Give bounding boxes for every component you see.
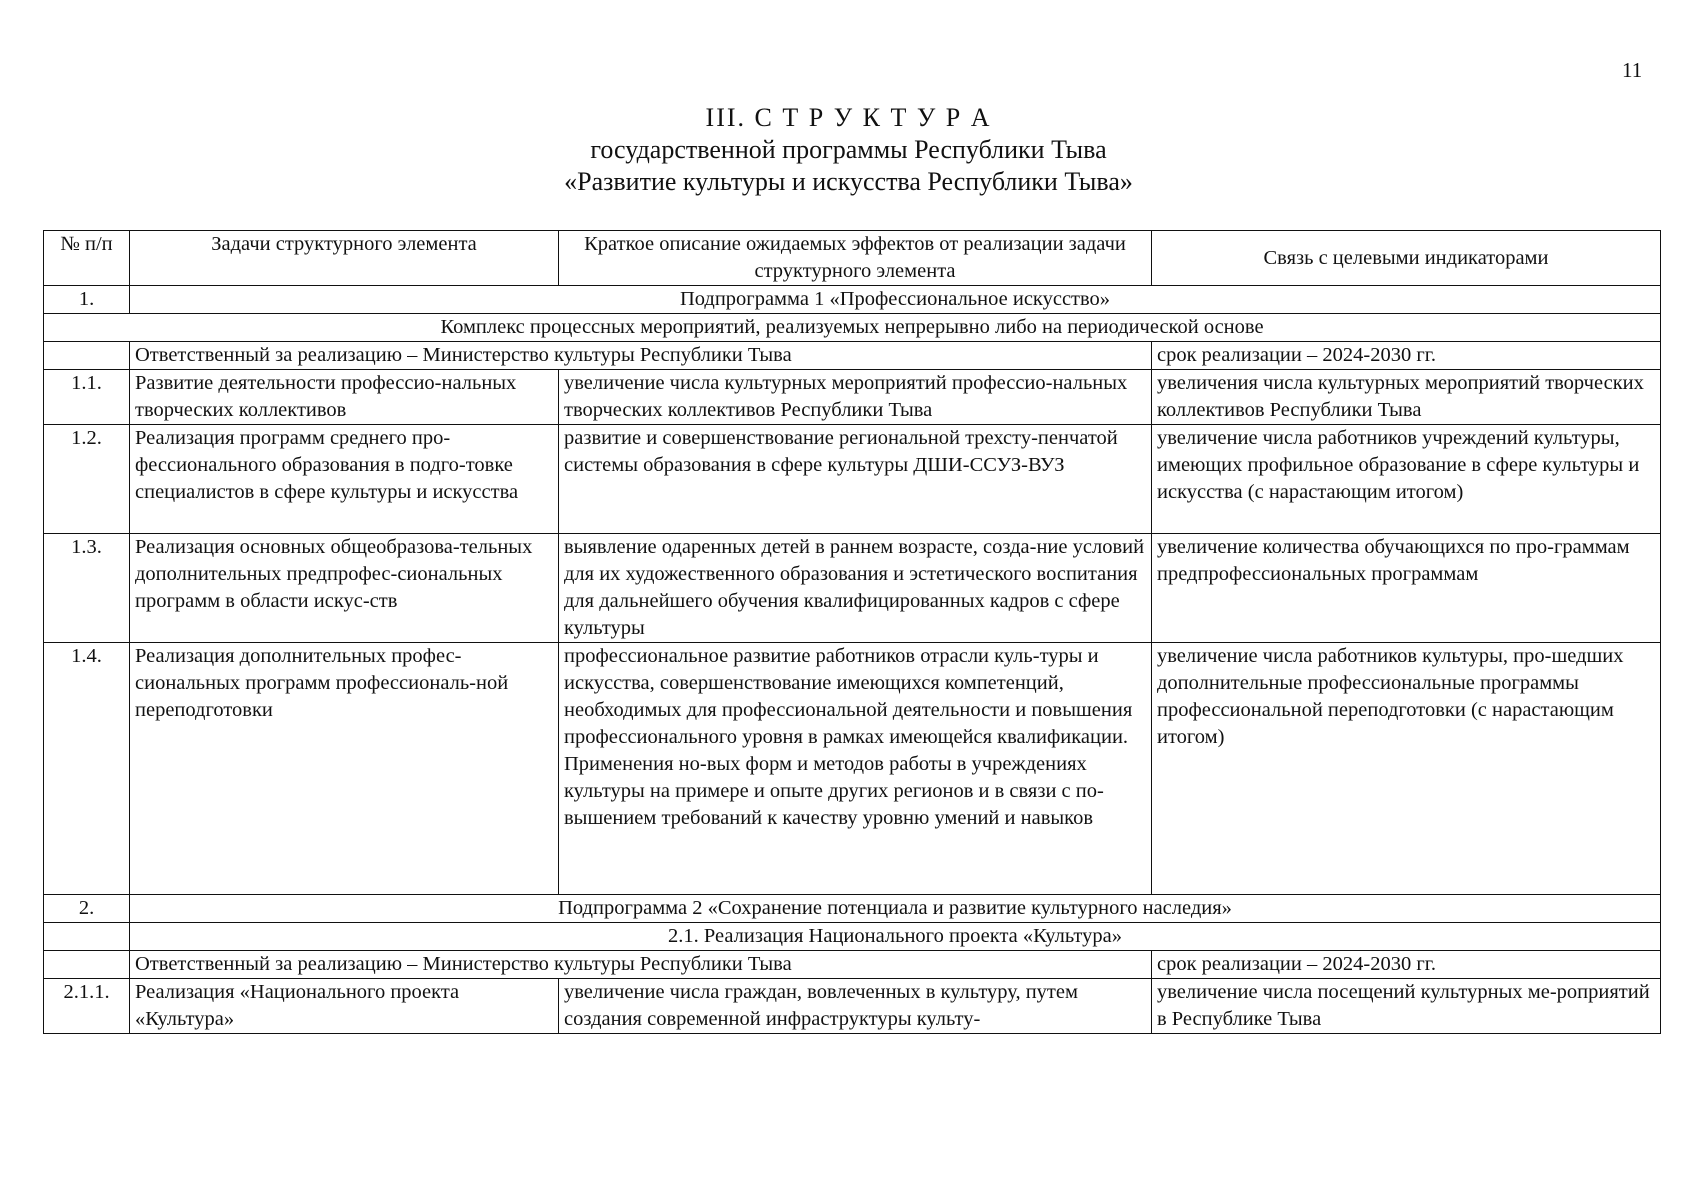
row-number: 2.1.1.	[44, 979, 130, 1034]
subsection-empty	[44, 923, 130, 951]
subprogram-2-number: 2.	[44, 895, 130, 923]
responsible-row-1	[44, 342, 1661, 370]
responsible-row-2	[44, 951, 1661, 979]
row-effect: увеличение числа культурных мероприятий профессио-нальных творческих коллективов Республики Тыва	[559, 370, 1152, 425]
responsible-1-period: срок реализации – 2024-2030 гг.	[1152, 342, 1661, 370]
row-number: 1.2.	[44, 425, 130, 534]
subprogram-1-title: Подпрограмма 1 «Профессиональное искусство»	[130, 286, 1661, 314]
row-task: Развитие деятельности профессио-нальных творческих коллективов	[130, 370, 559, 425]
title-line-1: III. С Т Р У К Т У Р А	[705, 103, 992, 132]
complex-row	[44, 314, 1661, 342]
title-line-3: «Развитие культуры и искусства Республики Тыва»	[564, 167, 1133, 196]
subsection-title: 2.1. Реализация Национального проекта «Культура»	[130, 923, 1661, 951]
document-title	[0, 102, 1697, 198]
subprogram-1-number: 1.	[44, 286, 130, 314]
row-effect: профессиональное развитие работников отрасли куль-туры и искусства, совершенствование имеющихся компетенций, необходимых для профессиональной деятельности и повышения профессионального уровня в рамках имеющейся квалификации. Применения но-вых форм и методов работы в учреждениях культуры на примере и опыте других регионов и в связи с по-вышением требований к качеству уровню умений и навыков	[559, 643, 1152, 895]
row-task: Реализация «Национального проекта «Культура»	[130, 979, 559, 1034]
row-effect: увеличение числа граждан, вовлеченных в культуру, путем создания современной инфраструктуры культу-	[559, 979, 1152, 1034]
table-row	[44, 979, 1661, 1034]
subsection-row	[44, 923, 1661, 951]
table-row	[44, 534, 1661, 643]
responsible-2-period: срок реализации – 2024-2030 гг.	[1152, 951, 1661, 979]
title-line-2: государственной программы Республики Тыва	[590, 135, 1107, 164]
header-indicators: Связь с целевыми индикаторами	[1152, 231, 1661, 286]
row-indicator: увеличение числа работников культуры, про-шедших дополнительные профессиональные программы профессиональной переподготовки (с нарастающим итогом)	[1152, 643, 1661, 895]
row-number: 1.3.	[44, 534, 130, 643]
row-effect: развитие и совершенствование региональной трехсту-пенчатой системы образования в сфере культуры ДШИ-ССУЗ-ВУЗ	[559, 425, 1152, 534]
responsible-2-empty	[44, 951, 130, 979]
subprogram-2-row	[44, 895, 1661, 923]
responsible-1-empty	[44, 342, 130, 370]
table-row	[44, 425, 1661, 534]
row-indicator: увеличение числа работников учреждений культуры, имеющих профильное образование в сфере культуры и искусства (с нарастающим итогом)	[1152, 425, 1661, 534]
header-effects: Краткое описание ожидаемых эффектов от реализации задачи структурного элемента	[559, 231, 1152, 286]
row-indicator: увеличения числа культурных мероприятий творческих коллективов Республики Тыва	[1152, 370, 1661, 425]
responsible-1-text: Ответственный за реализацию – Министерство культуры Республики Тыва	[130, 342, 1152, 370]
header-tasks: Задачи структурного элемента	[130, 231, 559, 286]
row-task: Реализация дополнительных профес-сиональных программ профессиональ-ной переподготовки	[130, 643, 559, 895]
table-row	[44, 643, 1661, 895]
structure-table	[43, 230, 1661, 1034]
row-indicator: увеличение количества обучающихся по про-граммам предпрофессиональных программам	[1152, 534, 1661, 643]
row-number: 1.4.	[44, 643, 130, 895]
subprogram-1-row	[44, 286, 1661, 314]
row-task: Реализация основных общеобразова-тельных дополнительных предпрофес-сиональных программ в области искус-ств	[130, 534, 559, 643]
row-number: 1.1.	[44, 370, 130, 425]
subprogram-2-title: Подпрограмма 2 «Сохранение потенциала и развитие культурного наследия»	[130, 895, 1661, 923]
table-row	[44, 370, 1661, 425]
complex-title: Комплекс процессных мероприятий, реализуемых непрерывно либо на периодической основе	[44, 314, 1661, 342]
table-header-row	[44, 231, 1661, 286]
responsible-2-text: Ответственный за реализацию – Министерство культуры Республики Тыва	[130, 951, 1152, 979]
row-indicator: увеличение числа посещений культурных ме-роприятий в Республике Тыва	[1152, 979, 1661, 1034]
header-num: № п/п	[44, 231, 130, 286]
row-task: Реализация программ среднего про-фессионального образования в подго-товке специалистов в сфере культуры и искусства	[130, 425, 559, 534]
row-effect: выявление одаренных детей в раннем возрасте, созда-ние условий для их художественного образования и эстетического воспитания для дальнейшего обучения квалифицированных кадров с сфере культуры	[559, 534, 1152, 643]
page-number: 11	[1622, 58, 1643, 82]
